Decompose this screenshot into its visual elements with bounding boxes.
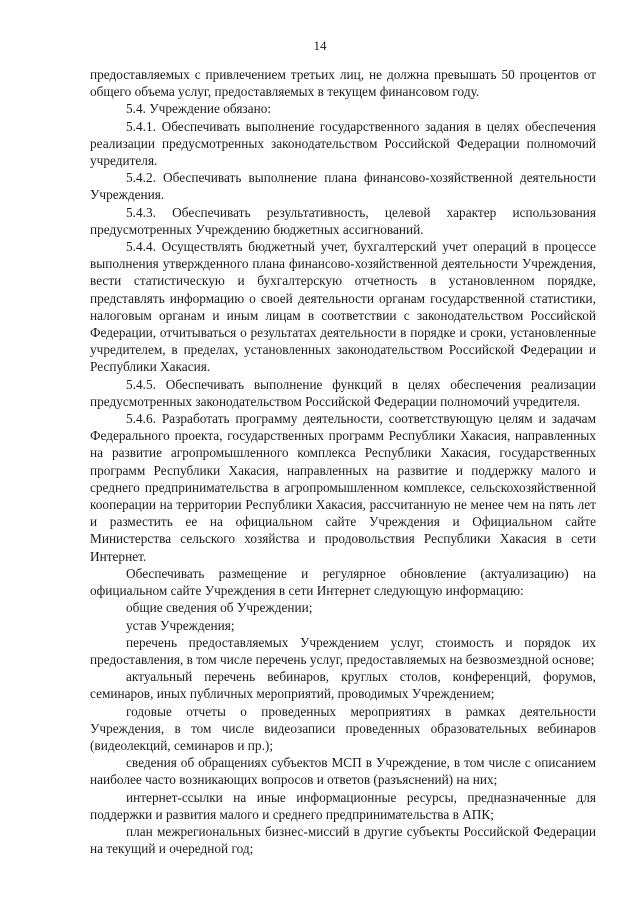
list-item: годовые отчеты о проведенных мероприятиях в рамках деятельности Учреждения, в том числе видеозаписи проведенных образовательных вебинаров (видеолекций, семинаров и пр.); — [90, 703, 596, 753]
list-item: план межрегиональных бизнес-миссий в другие субъекты Российской Федерации на текущий и очередной год; — [90, 823, 596, 857]
paragraph-continuation: предоставляемых с привлечением третьих лиц, не должна превышать 50 процентов от общего объема услуг, предоставляемых в текущем финансовом году. — [90, 67, 596, 100]
paragraph-5-4-3: 5.4.3. Обеспечивать результативность, целевой характер использования предусмотренных Учреждению бюджетных ассигнований. — [90, 204, 596, 237]
paragraph-5-4-5: 5.4.5. Обеспечивать выполнение функций в целях обеспечения реализации предусмотренных законодательством Российской Федерации полномочий учредителя. — [90, 376, 596, 409]
paragraph-5-4-6: 5.4.6. Разработать программу деятельности, соответствующую целям и задачам Федерального проекта, государственных программ Республики Хакасия, направленных на развитие агропромышленного комплекса Республики Хакасия, государственных программ Республики Хакасия, направленных на развитие и поддержку малого и среднего предпринимательства в агропромышленном комплексе, сельскохозяйственной кооперации на территории Республики Хакасия, рассчитанную не менее чем на пять лет и разместить ее на официальном сайте Учреждения и Официальном сайте Министерства сельского хозяйства и продовольствия Республики Хакасия в сети Интернет. — [90, 411, 596, 564]
list-item: интернет-ссылки на иные информационные ресурсы, предназначенные для поддержки и развития малого и среднего предпринимательства в АПК; — [90, 789, 596, 822]
list-item: сведения об обращениях субъектов МСП в Учреждение, в том числе с описанием наиболее часто возникающих вопросов и ответов (разъяснений) на них; — [90, 755, 596, 788]
list-item: устав Учреждения; — [126, 617, 235, 633]
list-item: общие сведения об Учреждении; — [126, 600, 313, 616]
list-item: перечень предоставляемых Учреждением услуг, стоимость и порядок их предоставления, в том числе перечень услуг, предоставляемых на безвозмездной основе; — [90, 634, 596, 667]
paragraph-5-4-1: 5.4.1. Обеспечивать выполнение государственного задания в целях обеспечения реализации предусмотренных законодательством Российской Федерации полномочий учредителя. — [90, 118, 596, 169]
document-body — [90, 66, 596, 857]
paragraph-section-heading: 5.4. Учреждение обязано: — [126, 101, 272, 117]
paragraph-publication-duty: Обеспечивать размещение и регулярное обновление (актуализацию) на официальном сайте Учреждения в сети Интернет следующую информацию: — [90, 565, 596, 599]
list-item: актуальный перечень вебинаров, круглых столов, конференций, форумов, семинаров, иных публичных мероприятий, проводимых Учреждением; — [90, 669, 596, 702]
paragraph-5-4-2: 5.4.2. Обеспечивать выполнение плана финансово-хозяйственной деятельности Учреждения. — [90, 170, 596, 203]
paragraph-5-4-4: 5.4.4. Осуществлять бюджетный учет, бухгалтерский учет операций в процессе выполнения утвержденного плана финансово-хозяйственной деятельности Учреждения, вести статистическую и бухгалтерскую отчетность в установленном порядке, представлять информацию о своей деятельности органам государственной статистики, налоговым органам и иным лицам в соответствии с законодательством Российской Федерации, отчитываться о результатах деятельности в порядке и сроки, установленные учредителем, в пределах, установленных законодательством Российской Федерации и Республики Хакасия. — [90, 239, 596, 375]
page-number: 14 — [313, 38, 327, 53]
